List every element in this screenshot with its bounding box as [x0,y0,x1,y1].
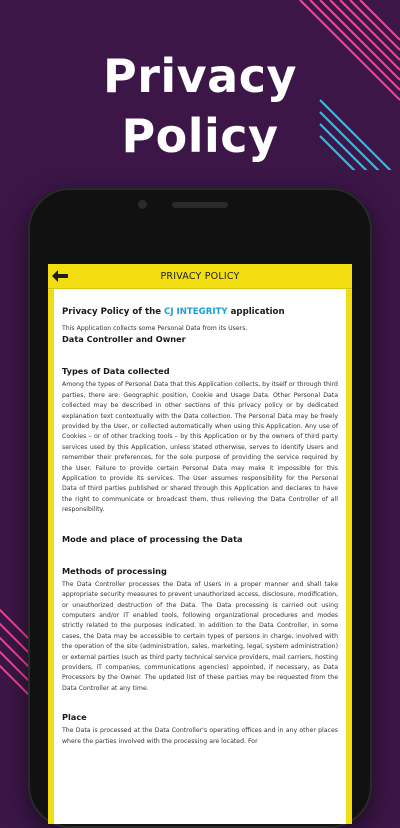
policy-title-suffix: application [227,307,285,317]
app-bar-title: PRIVACY POLICY [160,270,240,282]
types-body: Among the types of Personal Data that this Application collects, by itself or through third parties, there are: Geographic position, Cookie and Usage Data. Other Personal Data collected may be described in other sections of this privacy policy or by dedicated explanation text contextually with the Data collection. The Personal Data may be freely provided by the User, or collected automatically when using this Application. Any use of Cookies – or of other tracking tools – by this Application or by the owners of third party services used by this Application, unless stated otherwise, serves to identify Users and remember their preferences, for the sole purpose of providing the service required by the User. Failure to provide certain Personal Data may make it impossible for this Application to provide its services. The User assumes responsibility for the Personal Data of third parties published or shared through this Application and declares to have the right to communicate or broadcast them, thus relieving the Data Controller of all responsibility. [62,381,338,514]
spacer [62,694,338,704]
promo-title-line-2: Policy [121,109,279,163]
spacer [62,348,338,358]
policy-title-brand: CJ INTEGRITY [164,307,228,317]
place-body: The Data is processed at the Data Controller's operating offices and in any other places where the parties involved with the processing are located. For [62,727,338,745]
policy-title-prefix: Privacy Policy of the [62,307,165,317]
methods-body: The Data Controller processes the Data of Users in a proper manner and shall take appropriate security measures to prevent unauthorized access, disclosure, modification, or unauthorized destruction of the Data. The Data processing is carried out using computers and/or IT enabled tools, following organizational procedures and modes strictly related to the purposes indicated. In addition to the Data Controller, in some cases, the Data may be accessible to certain types of persons in charge, involved with the operation of the site (administration, sales, marketing, legal, system administration) or external parties (such as third party technical service providers, mail carriers, hosting providers, IT companies, communications agencies) appointed, if necessary, as Data Processors by the Owner. The updated list of these parties may be requested from the Data Controller at any time. [62,580,338,692]
spacer [62,516,338,526]
content-area [48,289,352,824]
mode-heading: Mode and place of processing the Data [62,533,243,544]
phone-camera [138,200,147,209]
policy-document[interactable] [54,289,346,824]
spacer [62,548,338,558]
app-bar [48,264,352,289]
promo-title [0,46,400,166]
phone-speaker [172,202,228,208]
policy-intro: This Application collects some Personal Data from its Users. [62,325,248,332]
types-heading: Types of Data collected [62,366,170,377]
promo-title-line-1: Privacy [103,49,297,103]
place-heading: Place [62,712,87,723]
arrow-left-icon [52,270,68,282]
policy-title [62,307,338,317]
phone-screen [48,264,352,824]
data-controller-heading: Data Controller and Owner [62,334,186,345]
phone-frame [28,188,372,828]
methods-heading: Methods of processing [62,565,167,576]
back-button[interactable] [48,264,72,288]
